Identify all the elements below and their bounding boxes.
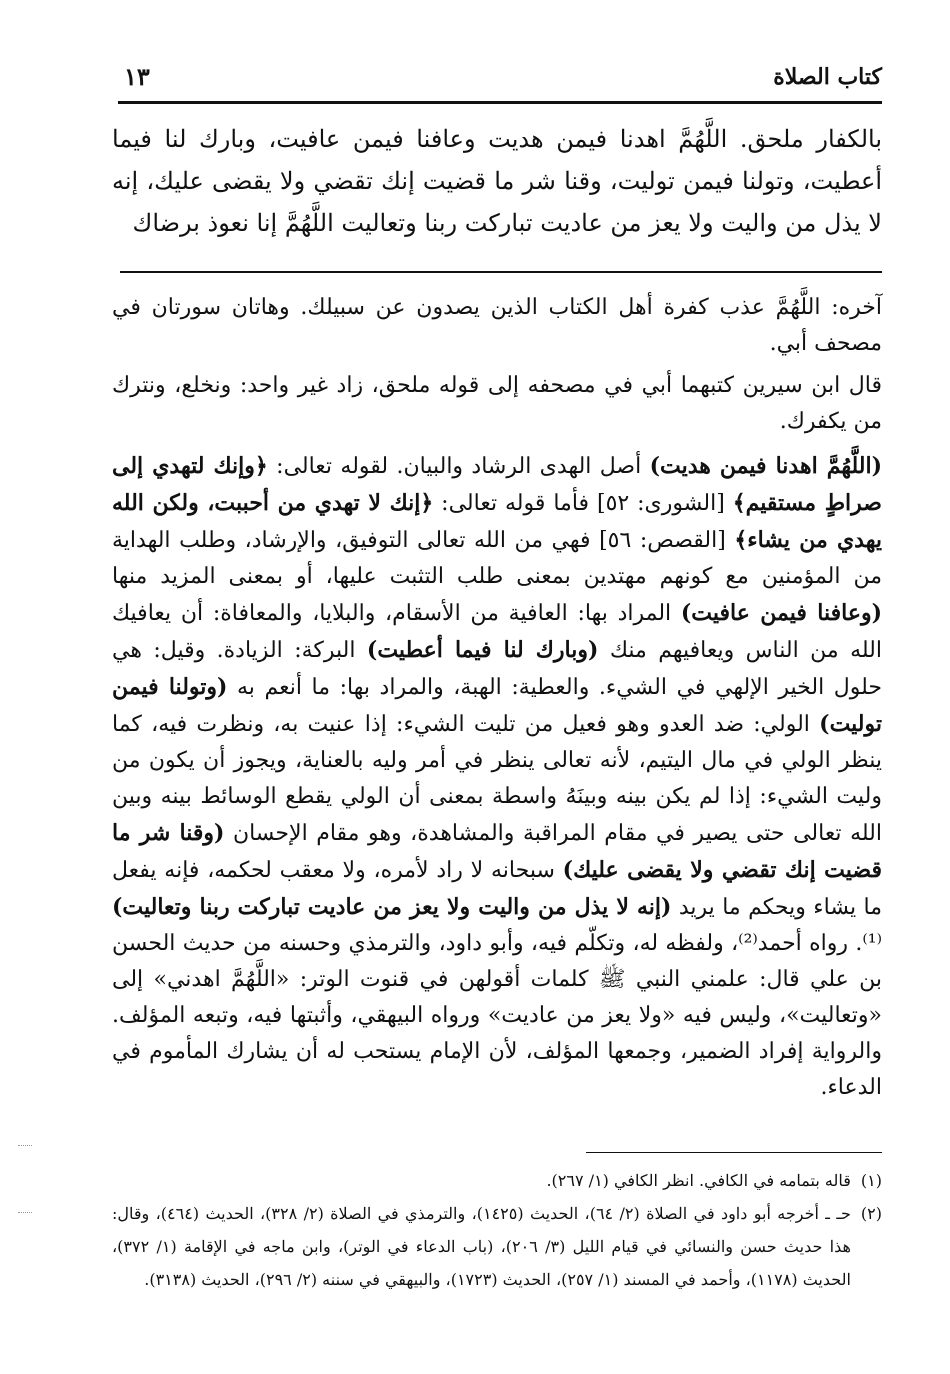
quoted-phrase: (وقنا شر ما قضيت إنك تقضي ولا يقضى عليك) — [112, 820, 882, 883]
quoted-phrase: (إنه لا يذل من واليت ولا يعز من عاديت تباركت ربنا وتعاليت) — [112, 894, 672, 920]
commentary-paragraph-explanation — [112, 448, 882, 1106]
footnote-2 — [112, 1197, 882, 1296]
footnotes — [112, 1164, 882, 1296]
footnote-number: (١) — [860, 1171, 882, 1190]
footnote-text: حـ ـ أخرجه أبو داود في الصلاة (٢/ ٦٤)، الحديث (١٤٢٥)، والترمذي في الصلاة (٢/ ٣٢٨)، الحديث (٤٦٤)، وقال: هذا حديث حسن والنسائي في قيام الليل (٣/ ٢٠٦)، (باب الدعاء في الوتر)، وابن ماجه في الإقامة (١/ ٣٧٢)، الحديث (١١٧٨)، وأحمد في المسند (١/ ٢٥٧)، الحديث (١٧٢٣)، والبيهقي في سننه (٢/ ٢٩٦)، الحديث (٣١٣٨). — [112, 1204, 851, 1289]
running-header — [118, 58, 882, 104]
page-number: ١٣ — [124, 62, 150, 91]
prayer-text: بالكفار ملحق. اللَّهُمَّ اهدنا فيمن هديت وعافنا فيمن عافيت، وبارك لنا فيما أعطيت، وتولنا فيمن توليت، وقنا شر ما قضيت إنك تقضي ولا يقضى عليك، إنه لا يذل من واليت ولا يعز من عاديت تباركت ربنا وتعاليت اللَّهُمَّ إنا نعوذ برضاك — [112, 125, 882, 237]
quoted-phrase: (اللَّهُمَّ اهدنا فيمن هديت) — [649, 453, 883, 479]
chapter-title: كتاب الصلاة — [773, 64, 882, 90]
quoted-phrase: (وعافنا فيمن عافيت) — [680, 600, 882, 626]
footnote-number: (٢) — [860, 1204, 882, 1223]
header-rule — [118, 101, 882, 104]
commentary-paragraph: قال ابن سيرين كتبهما أبي في مصحفه إلى قوله ملحق، زاد غير واحد: ونخلع، ونترك من يكفرك. — [112, 373, 882, 434]
explanation-text: البركة: الزيادة. وقيل: هي حلول الخير الإلهي في الشيء. والعطية: الهبة، والمراد بها: ما أنعم به — [112, 638, 882, 700]
explanation-text: [القصص: ٥٦] فهي من الله تعالى التوفيق، والإرشاد، وطلب الهداية من المؤمنين مع كونهم مهتدين بمعنى طلب التثبت عليها، أو بمعنى المزيد منها — [112, 528, 882, 589]
quoted-phrase: (وبارك لنا فيما أعطيت) — [366, 637, 599, 663]
explanation-text: المراد بها: العافية من الأسقام، والبلايا، والمعافاة: أن يعافيك الله من الناس ويعافيهم منك — [112, 601, 882, 663]
quoted-phrase: (وتولنا فيمن توليت) — [112, 674, 882, 737]
explanation-text: الولي: ضد العدو وهو فعيل من تليت الشيء: إذا عنيت به، ونظرت فيه، كما ينظر الولي في مال اليتيم، لأنه تعالى ينظر في أمر وليه بالعناية، ويجوز أن يكون من وليت الشيء: إذا لم يكن بينه وبينَهُ واسطة بمعنى أن الولي يقطع الوسائط بينه وبين الله تعالى حتى يصير في مقام المراقبة والمشاهدة، وهو مقام الإحسان — [112, 712, 882, 846]
commentary — [112, 290, 882, 1106]
scan-mark — [18, 1212, 32, 1213]
scan-mark — [18, 1145, 32, 1146]
footnote-divider — [586, 1152, 882, 1153]
explanation-text: سبحانه لا راد لأمره، ولا معقب لحكمه، فإنه يفعل ما يشاء ويحكم ما يريد — [112, 858, 882, 920]
quoted-phrase: ﴿وإنك لتهدي إلى صراطٍ مستقيم﴾ — [112, 453, 882, 516]
section-divider — [120, 271, 882, 273]
explanation-text: ⁽¹⁾. رواه أحمد⁽²⁾، ولفظه له، وتكلّم فيه، وأبو داود، والترمذي وحسنه من حديث الحسن بن علي قال: علمني النبي ﷺ كلمات أقولهن في قنوت الوتر: «اللَّهُمَّ اهدني» إلى «وتعاليت»، وليس فيه «ولا يعز من عاديت» ورواه البيهقي، وأثبتها فيه، وتبعه المؤلف. والرواية إفراد الضمير، وجمعها المؤلف، لأن الإمام يستحب له أن يشارك المأموم في الدعاء. — [112, 931, 882, 1100]
footnote-1 — [112, 1164, 882, 1197]
footnote-text: قاله بتمامه في الكافي. انظر الكافي (١/ ٢٦٧). — [546, 1171, 851, 1190]
explanation-text: [الشورى: ٥٢] فأما قوله تعالى: — [433, 491, 733, 516]
commentary-paragraph: آخره: اللَّهُمَّ عذب كفرة أهل الكتاب الذين يصدون عن سبيلك. وهاتان سورتان في مصحف أبي. — [112, 295, 882, 356]
explanation-text: أصل الهدى الرشاد والبيان. لقوله تعالى: — [267, 454, 650, 479]
quoted-phrase: ﴿إنك لا تهدي من أحببت، ولكن الله يهدي من يشاء﴾ — [112, 490, 882, 553]
